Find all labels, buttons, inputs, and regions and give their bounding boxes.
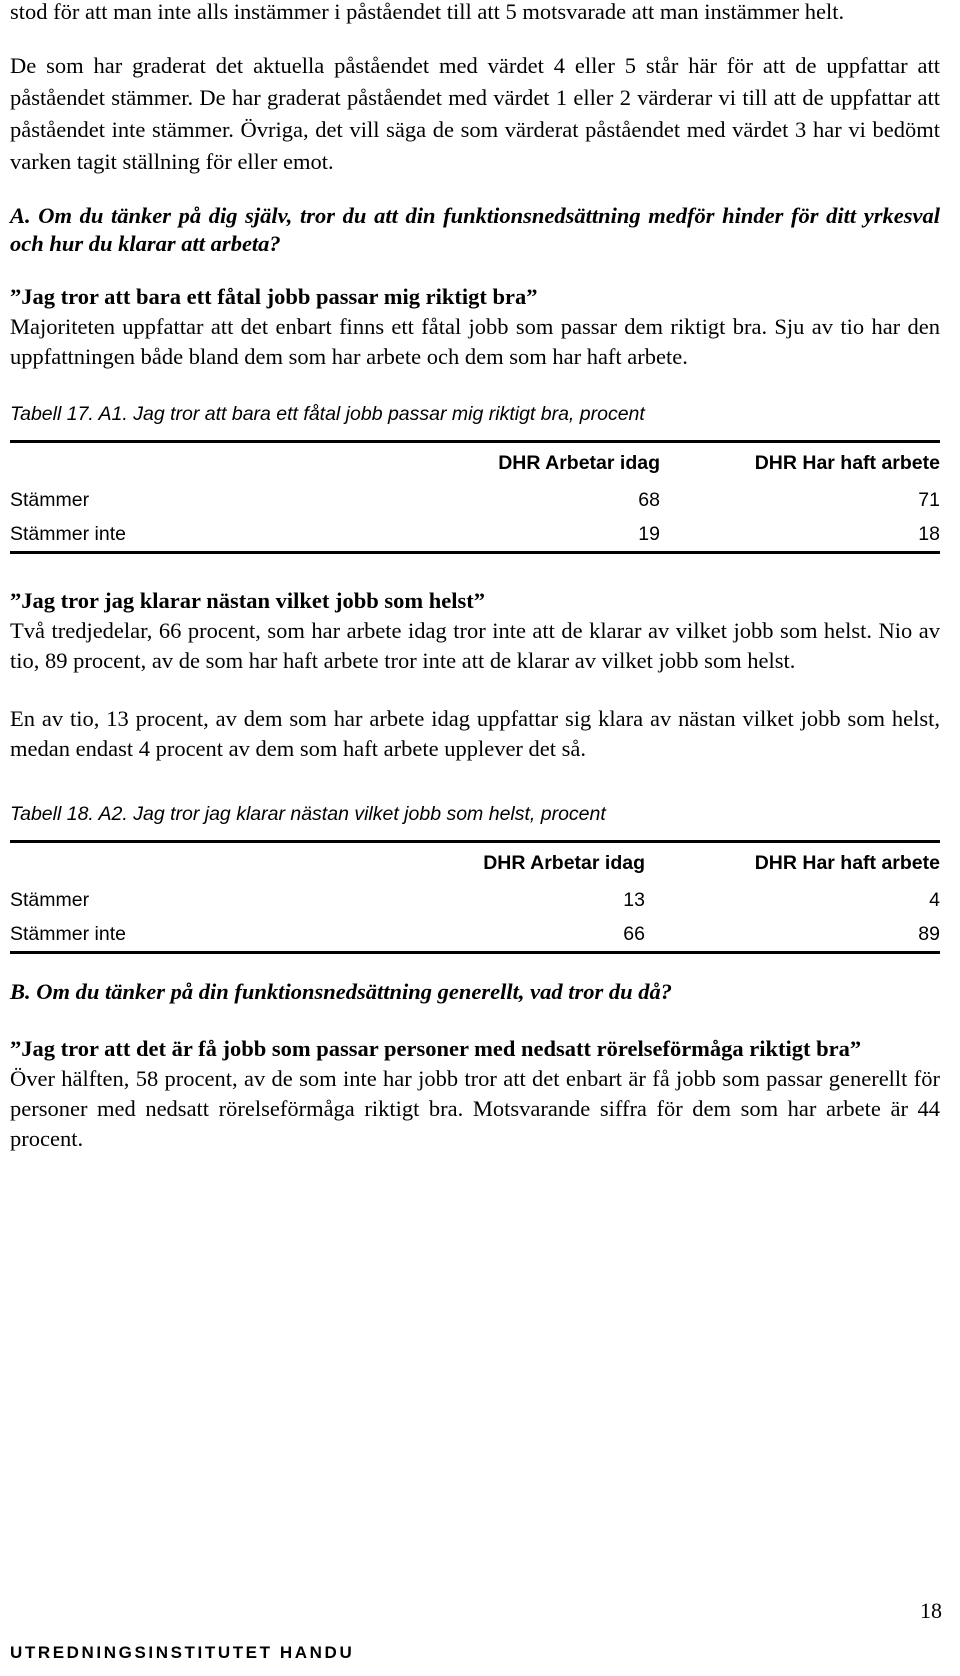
header-empty-cell bbox=[10, 843, 360, 883]
footer-organization: UTREDNINGSINSTITUTET HANDU bbox=[10, 1643, 355, 1662]
column-header-arbetar-idag: DHR Arbetar idag bbox=[483, 851, 645, 874]
statement-a2-text-1: Två tredjedelar, 66 procent, som har arbete idag tror inte att de klarar av vilket jobb som helst. Nio av tio, 89 procent, av de som har haft arbete tror inte att de klarar av vilket jobb som helst. bbox=[10, 618, 940, 673]
value-har-haft-arbete: 89 bbox=[918, 922, 940, 945]
table-row bbox=[10, 883, 940, 917]
table-header-row bbox=[10, 843, 940, 883]
intro-paragraph-2: De som har graderat det aktuella påståendet med värdet 4 eller 5 står här för att de uppfattar att påståendet stämmer. De har graderat påståendet med värdet 1 eller 2 värderar vi till att de uppfattar att påståendet inte stämmer. Övriga, det vill säga de som värderat påståendet med värdet 3 har vi bedömt varken tagit ställning för eller emot. bbox=[10, 53, 940, 174]
column-header-har-haft-arbete: DHR Har haft arbete bbox=[754, 851, 940, 874]
value-har-haft-arbete: 18 bbox=[918, 522, 940, 545]
value-arbetar-idag: 19 bbox=[638, 522, 660, 545]
table-row bbox=[10, 917, 940, 951]
row-label: Stämmer bbox=[10, 888, 90, 911]
value-arbetar-idag: 66 bbox=[623, 922, 645, 945]
table-row bbox=[10, 483, 940, 517]
table-header-row bbox=[10, 443, 940, 483]
value-arbetar-idag: 13 bbox=[623, 888, 645, 911]
page-number: 18 bbox=[920, 1598, 942, 1623]
statement-a1-text: Majoriteten uppfattar att det enbart finns ett fåtal jobb som passar dem riktigt bra. Sju av tio har den uppfattningen både bland dem som har arbete och dem som har haft arbete. bbox=[10, 314, 940, 369]
question-a-heading: A. Om du tänker på dig själv, tror du att din funktionsnedsättning medför hinder för ditt yrkesval och hur du klarar att arbeta? bbox=[10, 203, 940, 256]
value-arbetar-idag: 68 bbox=[638, 488, 660, 511]
statement-b1-heading: ”Jag tror att det är få jobb som passar personer med nedsatt rörelseförmåga riktigt bra” bbox=[10, 1036, 862, 1061]
table-17-caption: Tabell 17. A1. Jag tror att bara ett fåtal jobb passar mig riktigt bra, procent bbox=[10, 403, 645, 425]
column-header-har-haft-arbete: DHR Har haft arbete bbox=[754, 451, 940, 474]
statement-a2-text-2: En av tio, 13 procent, av dem som har arbete idag uppfattar sig klara av nästan vilket jobb som helst, medan endast 4 procent av dem som haft arbete upplever det så. bbox=[10, 706, 940, 761]
row-label: Stämmer bbox=[10, 488, 90, 511]
statement-a1-heading: ”Jag tror att bara ett fåtal jobb passar mig riktigt bra” bbox=[10, 284, 538, 309]
table-18-caption: Tabell 18. A2. Jag tror jag klarar nästan vilket jobb som helst, procent bbox=[10, 803, 606, 825]
document-page bbox=[10, 0, 940, 1154]
intro-paragraph-1: stod för att man inte alls instämmer i påståendet till att 5 motsvarade att man instämmer helt. bbox=[10, 0, 845, 24]
statement-a2-heading: ”Jag tror jag klarar nästan vilket jobb som helst” bbox=[10, 588, 486, 613]
row-label: Stämmer inte bbox=[10, 922, 126, 945]
value-har-haft-arbete: 71 bbox=[918, 488, 940, 511]
statement-b1-text: Över hälften, 58 procent, av de som inte har jobb tror att det enbart är få jobb som passar generellt för personer med nedsatt rörelseförmåga riktigt bra. Motsvarande siffra för dem som har arbete är 44 procent. bbox=[10, 1066, 940, 1151]
table-row bbox=[10, 517, 940, 551]
column-header-arbetar-idag: DHR Arbetar idag bbox=[498, 451, 660, 474]
question-b-heading: B. Om du tänker på din funktionsnedsättning generellt, vad tror du då? bbox=[10, 979, 672, 1004]
value-har-haft-arbete: 4 bbox=[929, 888, 940, 911]
row-label: Stämmer inte bbox=[10, 522, 126, 545]
header-empty-cell bbox=[10, 443, 360, 483]
table-17 bbox=[10, 443, 940, 551]
table-18 bbox=[10, 843, 940, 951]
